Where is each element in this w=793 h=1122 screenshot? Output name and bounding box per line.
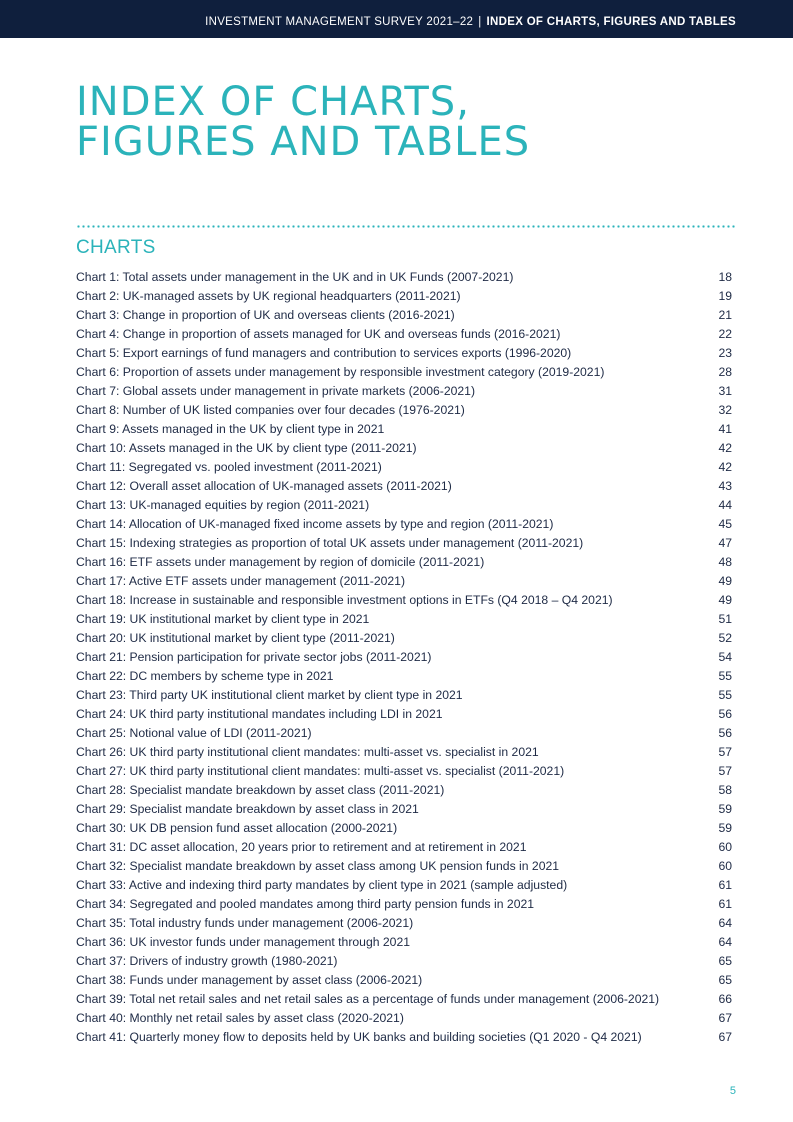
index-entry-label: Chart 12: Overall asset allocation of UK-managed assets (2011-2021) <box>76 479 452 493</box>
index-entry-label: Chart 14: Allocation of UK-managed fixed income assets by type and region (2011-2021) <box>76 517 554 531</box>
index-entry[interactable] <box>76 477 732 496</box>
index-entry-page: 45 <box>718 517 732 531</box>
index-entry-page: 54 <box>718 650 732 664</box>
index-entry-label: Chart 40: Monthly net retail sales by asset class (2020-2021) <box>76 1011 404 1025</box>
page-title-line-2: FIGURES AND TABLES <box>76 119 531 165</box>
index-entry-label: Chart 18: Increase in sustainable and responsible investment options in ETFs (Q4 2018 – Q4 2021) <box>76 593 613 607</box>
index-entry-page: 59 <box>718 821 732 835</box>
index-entry-label: Chart 38: Funds under management by asset class (2006-2021) <box>76 973 423 987</box>
index-entry-page: 55 <box>718 669 732 683</box>
index-entry-label: Chart 19: UK institutional market by client type in 2021 <box>76 612 370 626</box>
page-number: 5 <box>729 1085 736 1097</box>
index-entry-page: 42 <box>718 441 732 455</box>
index-entry[interactable] <box>76 743 732 762</box>
index-entry-label: Chart 13: UK-managed equities by region (2011-2021) <box>76 498 370 512</box>
index-entry[interactable] <box>76 1028 732 1047</box>
index-entry[interactable] <box>76 762 732 781</box>
index-entry[interactable] <box>76 724 732 743</box>
index-entry-page: 21 <box>718 308 732 322</box>
index-entry-page: 64 <box>718 916 732 930</box>
report-title: INVESTMENT MANAGEMENT SURVEY 2021–22 <box>205 16 474 28</box>
index-entry[interactable] <box>76 401 732 420</box>
index-entry[interactable] <box>76 952 732 971</box>
index-entry-label: Chart 31: DC asset allocation, 20 years prior to retirement and at retirement in 2021 <box>76 840 527 854</box>
index-entry[interactable] <box>76 667 732 686</box>
index-entry[interactable] <box>76 325 732 344</box>
index-entry-label: Chart 11: Segregated vs. pooled investment (2011-2021) <box>76 460 382 474</box>
index-entry[interactable] <box>76 420 732 439</box>
index-entry-page: 28 <box>718 365 732 379</box>
index-entry-page: 41 <box>718 422 732 436</box>
charts-section-heading: CHARTS <box>76 237 156 258</box>
index-entry-page: 58 <box>718 783 732 797</box>
index-entry-label: Chart 29: Specialist mandate breakdown by asset class in 2021 <box>76 802 419 816</box>
index-entry[interactable] <box>76 344 732 363</box>
index-entry-page: 43 <box>718 479 732 493</box>
index-entry-label: Chart 27: UK third party institutional client mandates: multi-asset vs. specialist (2011-2021) <box>76 764 565 778</box>
index-entry-label: Chart 7: Global assets under management in private markets (2006-2021) <box>76 384 476 398</box>
index-entry[interactable] <box>76 933 732 952</box>
index-entry[interactable] <box>76 781 732 800</box>
index-entry-page: 56 <box>718 726 732 740</box>
index-entry-label: Chart 10: Assets managed in the UK by client type (2011-2021) <box>76 441 417 455</box>
index-entry-label: Chart 4: Change in proportion of assets managed for UK and overseas funds (2016-2021) <box>76 327 561 341</box>
page-title-line-1: INDEX OF CHARTS, <box>76 79 470 125</box>
index-entry[interactable] <box>76 857 732 876</box>
index-entry-label: Chart 8: Number of UK listed companies over four decades (1976-2021) <box>76 403 465 417</box>
index-entry-label: Chart 28: Specialist mandate breakdown by asset class (2011-2021) <box>76 783 445 797</box>
index-entry-page: 47 <box>718 536 732 550</box>
index-entry-page: 57 <box>718 745 732 759</box>
index-entry-page: 18 <box>718 270 732 284</box>
index-entry-label: Chart 36: UK investor funds under management through 2021 <box>76 935 411 949</box>
index-entry[interactable] <box>76 914 732 933</box>
index-entry-page: 32 <box>718 403 732 417</box>
index-entry-page: 48 <box>718 555 732 569</box>
index-entry[interactable] <box>76 705 732 724</box>
index-entry[interactable] <box>76 382 732 401</box>
index-entry[interactable] <box>76 363 732 382</box>
index-entry-label: Chart 33: Active and indexing third party mandates by client type in 2021 (sample adjusted) <box>76 878 568 892</box>
index-entry-page: 57 <box>718 764 732 778</box>
index-entry[interactable] <box>76 819 732 838</box>
index-entry[interactable] <box>76 990 732 1009</box>
index-entry[interactable] <box>76 572 732 591</box>
index-entry[interactable] <box>76 306 732 325</box>
index-entry-page: 65 <box>718 954 732 968</box>
index-entry-page: 66 <box>718 992 732 1006</box>
index-entry-label: Chart 25: Notional value of LDI (2011-2021) <box>76 726 312 740</box>
index-entry[interactable] <box>76 496 732 515</box>
index-entry[interactable] <box>76 553 732 572</box>
index-entry-page: 49 <box>718 574 732 588</box>
index-entry-page: 61 <box>718 897 732 911</box>
index-entry[interactable] <box>76 838 732 857</box>
index-entry-page: 61 <box>718 878 732 892</box>
index-entry[interactable] <box>76 686 732 705</box>
charts-index-list <box>76 268 732 1047</box>
index-entry-label: Chart 20: UK institutional market by client type (2011-2021) <box>76 631 395 645</box>
index-entry[interactable] <box>76 895 732 914</box>
index-entry-label: Chart 2: UK-managed assets by UK regional headquarters (2011-2021) <box>76 289 461 303</box>
index-entry-label: Chart 17: Active ETF assets under management (2011-2021) <box>76 574 406 588</box>
index-entry-page: 51 <box>718 612 732 626</box>
index-entry-page: 55 <box>718 688 732 702</box>
index-entry-label: Chart 23: Third party UK institutional client market by client type in 2021 <box>76 688 463 702</box>
index-entry-page: 31 <box>718 384 732 398</box>
page-title <box>76 79 736 165</box>
index-entry-label: Chart 34: Segregated and pooled mandates among third party pension funds in 2021 <box>76 897 535 911</box>
index-entry-label: Chart 1: Total assets under management in the UK and in UK Funds (2007-2021) <box>76 270 514 284</box>
index-entry-label: Chart 26: UK third party institutional client mandates: multi-asset vs. specialist in 2021 <box>76 745 539 759</box>
index-entry-page: 52 <box>718 631 732 645</box>
index-entry[interactable] <box>76 458 732 477</box>
index-entry[interactable] <box>76 287 732 306</box>
index-entry-page: 56 <box>718 707 732 721</box>
index-entry[interactable] <box>76 515 732 534</box>
index-entry-page: 42 <box>718 460 732 474</box>
index-entry[interactable] <box>76 800 732 819</box>
index-entry-page: 67 <box>718 1030 732 1044</box>
index-entry[interactable] <box>76 610 732 629</box>
index-entry-page: 59 <box>718 802 732 816</box>
running-header <box>205 16 736 28</box>
index-entry-label: Chart 22: DC members by scheme type in 2021 <box>76 669 334 683</box>
index-entry[interactable] <box>76 629 732 648</box>
index-entry-label: Chart 41: Quarterly money flow to deposits held by UK banks and building societies (Q1 2020 - Q4 2021) <box>76 1030 642 1044</box>
index-entry-label: Chart 16: ETF assets under management by region of domicile (2011-2021) <box>76 555 485 569</box>
index-entry[interactable] <box>76 591 732 610</box>
index-entry-label: Chart 9: Assets managed in the UK by client type in 2021 <box>76 422 385 436</box>
index-entry[interactable] <box>76 534 732 553</box>
index-entry-page: 64 <box>718 935 732 949</box>
index-entry-label: Chart 32: Specialist mandate breakdown by asset class among UK pension funds in 2021 <box>76 859 560 873</box>
index-entry-page: 44 <box>718 498 732 512</box>
index-entry-label: Chart 35: Total industry funds under management (2006-2021) <box>76 916 414 930</box>
index-entry-page: 60 <box>718 840 732 854</box>
index-entry-label: Chart 30: UK DB pension fund asset allocation (2000-2021) <box>76 821 398 835</box>
index-entry-page: 22 <box>718 327 732 341</box>
index-entry-label: Chart 3: Change in proportion of UK and overseas clients (2016-2021) <box>76 308 455 322</box>
dotted-divider <box>76 225 736 228</box>
index-entry-label: Chart 5: Export earnings of fund managers and contribution to services exports (1996-2020) <box>76 346 572 360</box>
index-entry-label: Chart 15: Indexing strategies as proportion of total UK assets under management (2011-2021) <box>76 536 584 550</box>
index-entry-label: Chart 24: UK third party institutional mandates including LDI in 2021 <box>76 707 443 721</box>
header-separator: | <box>478 16 482 28</box>
section-title: INDEX OF CHARTS, FIGURES AND TABLES <box>486 16 736 28</box>
index-entry[interactable] <box>76 268 732 287</box>
index-entry[interactable] <box>76 876 732 895</box>
top-header-bar <box>0 0 793 38</box>
index-entry[interactable] <box>76 648 732 667</box>
index-entry-label: Chart 6: Proportion of assets under management by responsible investment category (2019-2021) <box>76 365 605 379</box>
index-entry-label: Chart 39: Total net retail sales and net retail sales as a percentage of funds under management (2006-2021) <box>76 992 660 1006</box>
index-entry-page: 67 <box>718 1011 732 1025</box>
index-entry[interactable] <box>76 439 732 458</box>
index-entry-page: 19 <box>718 289 732 303</box>
index-entry-page: 60 <box>718 859 732 873</box>
index-entry-page: 23 <box>718 346 732 360</box>
index-entry[interactable] <box>76 971 732 990</box>
index-entry-page: 65 <box>718 973 732 987</box>
index-entry-label: Chart 37: Drivers of industry growth (1980-2021) <box>76 954 338 968</box>
index-entry[interactable] <box>76 1009 732 1028</box>
index-entry-page: 49 <box>718 593 732 607</box>
index-entry-label: Chart 21: Pension participation for private sector jobs (2011-2021) <box>76 650 432 664</box>
